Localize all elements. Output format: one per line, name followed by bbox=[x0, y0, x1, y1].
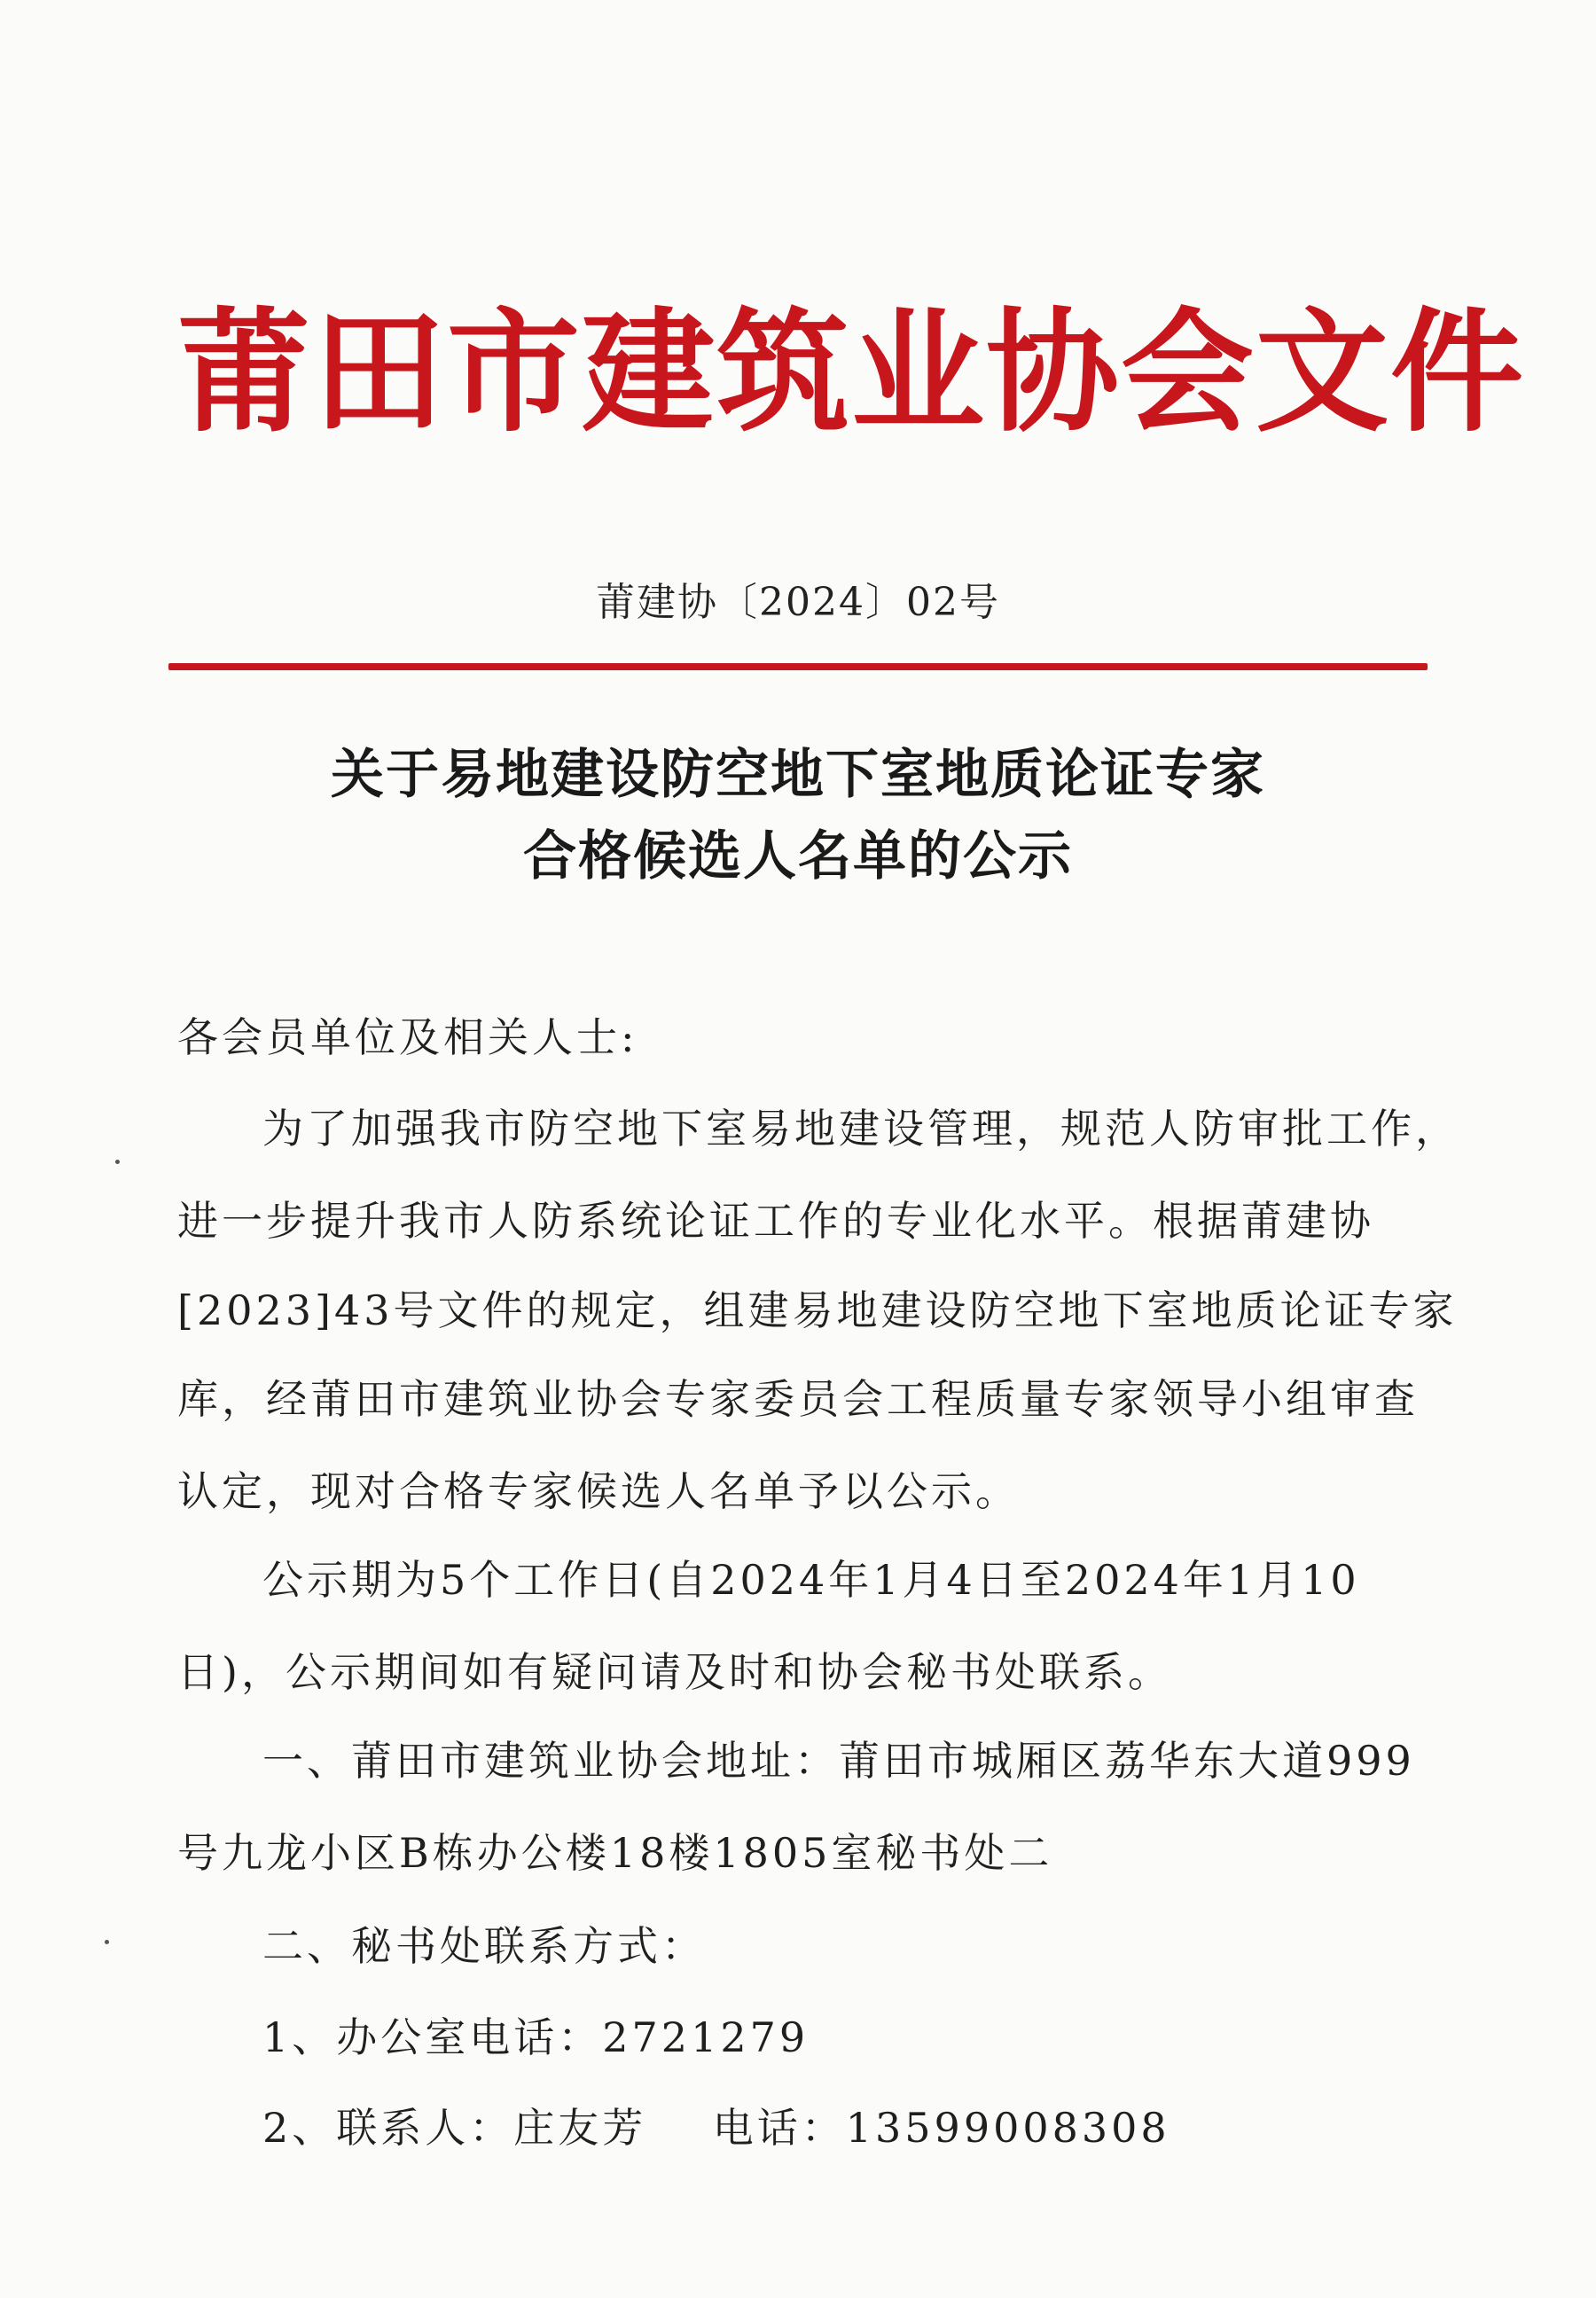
paragraph-1-line-1: 为了加强我市防空地下室易地建设管理，规范人防审批工作， bbox=[262, 1105, 1459, 1153]
scan-speck bbox=[115, 1160, 120, 1164]
paragraph-2-line-1: 公示期为5个工作日(自2024年1月4日至2024年1月10 bbox=[262, 1556, 1360, 1604]
masthead-title: 莆田市建筑业协会文件 bbox=[177, 294, 1526, 450]
paragraph-3-line-2: 号九龙小区B栋办公楼18楼1805室秘书处二 bbox=[177, 1829, 1053, 1877]
contact-heading: 二、秘书处联系方式： bbox=[262, 1922, 706, 1970]
paragraph-1-line-5: 认定，现对合格专家候选人名单予以公示。 bbox=[177, 1467, 1020, 1515]
paragraph-3-line-1: 一、莆田市建筑业协会地址：莆田市城厢区荔华东大道999 bbox=[262, 1737, 1415, 1785]
red-divider-line bbox=[168, 663, 1428, 670]
notice-title-line-2: 合格候选人名单的公示 bbox=[523, 825, 1073, 887]
notice-title bbox=[0, 734, 1596, 897]
scan-speck bbox=[105, 1940, 109, 1944]
notice-title-line-1: 关于易地建设防空地下室地质论证专家 bbox=[331, 744, 1265, 806]
paragraph-1-line-3: [2023]43号文件的规定，组建易地建设防空地下室地质论证专家 bbox=[177, 1286, 1458, 1334]
paragraph-1-line-2: 进一步提升我市人防系统论证工作的专业化水平。根据莆建协 bbox=[177, 1197, 1374, 1245]
salutation: 各会员单位及相关人士: bbox=[177, 1013, 638, 1061]
document-number: 莆建协〔2024〕02号 bbox=[596, 580, 1000, 625]
contact-person: 2、联系人：庄友芳 电话：13599008308 bbox=[262, 2104, 1170, 2152]
paragraph-2-line-2: 日)，公示期间如有疑问请及时和协会秘书处联系。 bbox=[177, 1648, 1172, 1696]
office-phone: 1、办公室电话：2721279 bbox=[262, 2013, 810, 2061]
paragraph-1-line-4: 库，经莆田市建筑业协会专家委员会工程质量专家领导小组审查 bbox=[177, 1375, 1419, 1423]
